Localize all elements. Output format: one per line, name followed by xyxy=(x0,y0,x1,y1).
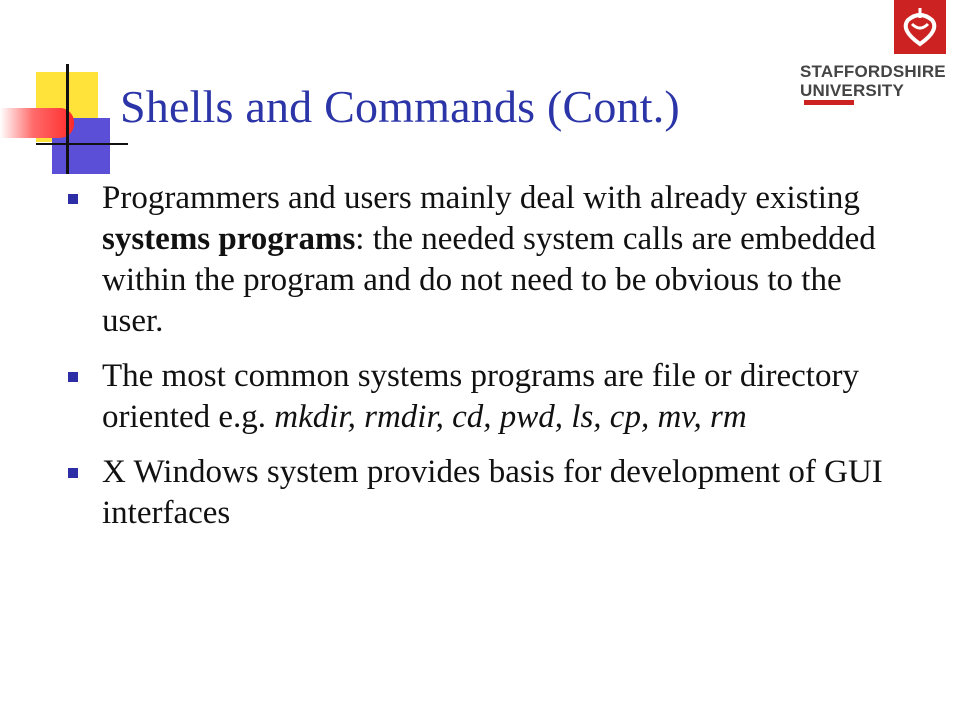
bullet-marker-icon xyxy=(68,194,78,204)
logo-red-rule xyxy=(804,100,854,105)
vertical-rule xyxy=(66,64,69,174)
bullet-text-commands: mkdir, rmdir, cd, pwd, ls, cp, mv, rm xyxy=(274,399,747,435)
bullet-text-pre: The most common systems programs are file or directory oriented e.g. xyxy=(102,358,859,435)
logo-line1: STAFFORDSHIRE xyxy=(800,62,946,81)
bullet-list xyxy=(68,178,908,548)
bullet-marker-icon xyxy=(68,468,78,478)
horizontal-rule xyxy=(36,143,128,145)
bullet-item xyxy=(68,178,908,342)
bullet-item xyxy=(68,356,908,438)
bullet-marker-icon xyxy=(68,372,78,382)
bullet-text-post: : the needed system calls are embedded within the program and do not need to be obvious to the user. xyxy=(102,221,876,339)
red-bar xyxy=(0,108,74,138)
corner-decoration xyxy=(0,0,140,190)
university-logo xyxy=(794,0,960,118)
logo-line2: UNIVERSITY xyxy=(800,81,905,100)
bullet-item xyxy=(68,452,908,534)
logo-wordmark xyxy=(800,62,946,105)
bullet-text: X Windows system provides basis for development of GUI interfaces xyxy=(102,454,883,531)
bullet-text-pre: Programmers and users mainly deal with already existing xyxy=(102,180,860,216)
bullet-text-bold: systems programs xyxy=(102,221,356,257)
staffordshire-logo-mark-icon xyxy=(894,0,946,54)
slide-title: Shells and Commands (Cont.) xyxy=(120,81,680,132)
